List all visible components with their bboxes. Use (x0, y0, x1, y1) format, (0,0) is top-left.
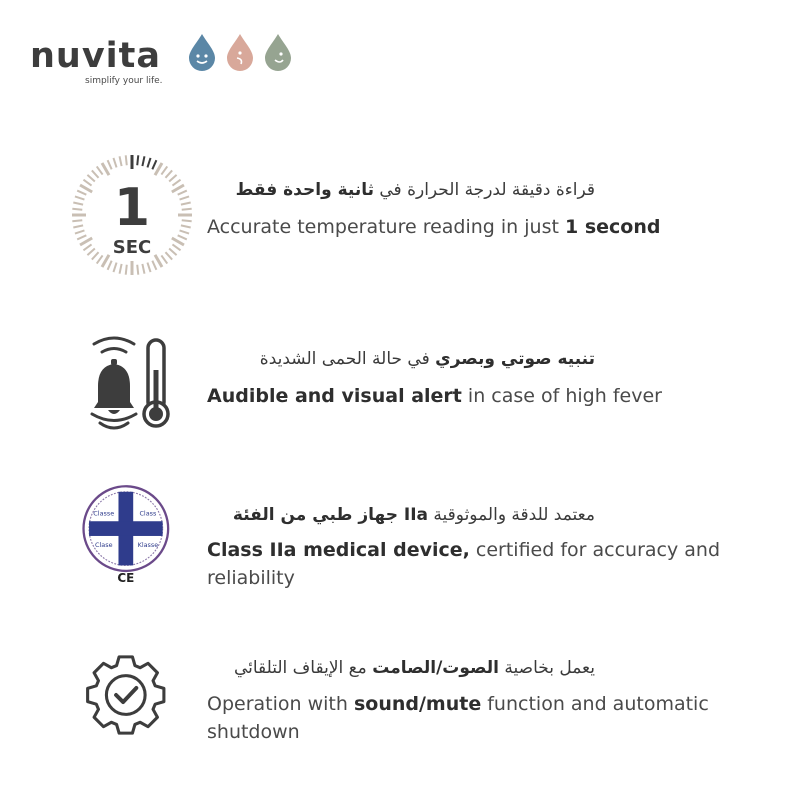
timer-tick (73, 225, 83, 227)
gear-check-icon (80, 645, 190, 745)
timer-tick (165, 170, 172, 177)
brand-tagline: simplify your life. (85, 76, 163, 86)
timer-tick (142, 264, 144, 274)
timer-tick (97, 255, 103, 263)
timer-tick (120, 156, 122, 166)
timer-tick (161, 255, 167, 263)
feature-2-english: Audible and visual alert in case of high fever (207, 385, 662, 407)
feature-4-arabic: يعمل بخاصية الصوت/الصامت مع الإيقاف التلقائي (233, 658, 595, 678)
timer-tick (182, 209, 192, 210)
timer-unit: SEC (112, 237, 152, 258)
timer-tick (102, 163, 109, 175)
svg-text:Klasse: Klasse (137, 541, 159, 549)
feature-4-english: Operation with sound/mute function and automatic shutdown (207, 693, 709, 743)
timer-tick (108, 261, 112, 270)
timer-tick (77, 235, 86, 239)
timer-tick (126, 155, 127, 165)
feature-2-arabic: تنبيه صوتي وبصري في حالة الحمى الشديدة (259, 349, 595, 369)
drop-blue-icon (189, 34, 215, 71)
brand-logo (30, 30, 310, 92)
timer-tick (180, 230, 190, 233)
svg-text:Clase: Clase (94, 541, 113, 549)
timer-tick (113, 263, 116, 273)
timer-tick (181, 225, 191, 227)
water-drops-icon (182, 30, 302, 74)
one-second-timer-icon (70, 153, 195, 278)
timer-tick (80, 185, 92, 192)
timer-tick (181, 203, 191, 205)
timer-tick (72, 209, 82, 210)
timer-tick (92, 252, 99, 259)
feature-medical-class (0, 478, 800, 593)
timer-tick (73, 203, 83, 205)
timer-tick (113, 158, 116, 168)
timer-tick (152, 261, 156, 270)
brand-name: nuvita (30, 36, 161, 76)
timer-tick (165, 252, 172, 259)
timer-tick (83, 180, 91, 186)
timer-tick (142, 156, 144, 166)
timer-tick (87, 175, 94, 182)
ce-mark: CE (117, 570, 135, 585)
drop-pink-icon (227, 34, 253, 71)
timer-tick (172, 180, 180, 186)
timer-tick (169, 175, 176, 182)
timer-tick (169, 248, 176, 255)
timer-tick (182, 220, 192, 221)
timer-tick (137, 265, 138, 275)
bell-thermometer-alert-icon (70, 330, 195, 440)
feature-1-english: Accurate temperature reading in just 1 second (207, 216, 661, 238)
timer-tick (152, 160, 156, 169)
timer-tick (92, 170, 99, 177)
timer-tick (120, 264, 122, 274)
timer-number: 1 (113, 178, 151, 238)
feature-1-second (0, 153, 800, 283)
timer-tick (155, 255, 162, 267)
feature-sound-mute (0, 645, 800, 755)
feature-3-arabic: معتمد للدقة والموثوقية IIa جهاز طبي من الفئة (232, 505, 595, 525)
timer-tick (126, 265, 127, 275)
timer-tick (178, 235, 187, 239)
timer-tick (137, 155, 138, 165)
feature-fever-alert (0, 330, 800, 440)
feature-3-english: Class IIa medical device, certified for accuracy and reliability (207, 539, 721, 589)
timer-tick (172, 185, 184, 192)
timer-tick (75, 196, 85, 199)
timer-tick (102, 255, 109, 267)
timer-tick (172, 238, 184, 245)
svg-text:Class: Class (139, 509, 157, 518)
gear-outline (88, 657, 164, 733)
timer-tick (80, 238, 92, 245)
timer-tick (87, 248, 94, 255)
timer-tick (172, 244, 180, 250)
timer-tick (83, 244, 91, 250)
timer-tick (77, 191, 86, 195)
timer-tick (155, 163, 162, 175)
timer-tick (97, 166, 103, 174)
timer-tick (178, 191, 187, 195)
feature-1-arabic: قراءة دقيقة لدرجة الحرارة في ثانية واحدة فقط (235, 180, 595, 200)
timer-tick (161, 166, 167, 174)
svg-text:Classe: Classe (93, 509, 115, 518)
timer-tick (108, 160, 112, 169)
timer-tick (75, 230, 85, 233)
timer-tick (180, 196, 190, 199)
medical-certification-seal-icon (78, 478, 193, 593)
timer-tick (72, 220, 82, 221)
timer-tick (147, 158, 150, 168)
drop-green-icon (265, 34, 291, 71)
timer-tick (147, 263, 150, 273)
